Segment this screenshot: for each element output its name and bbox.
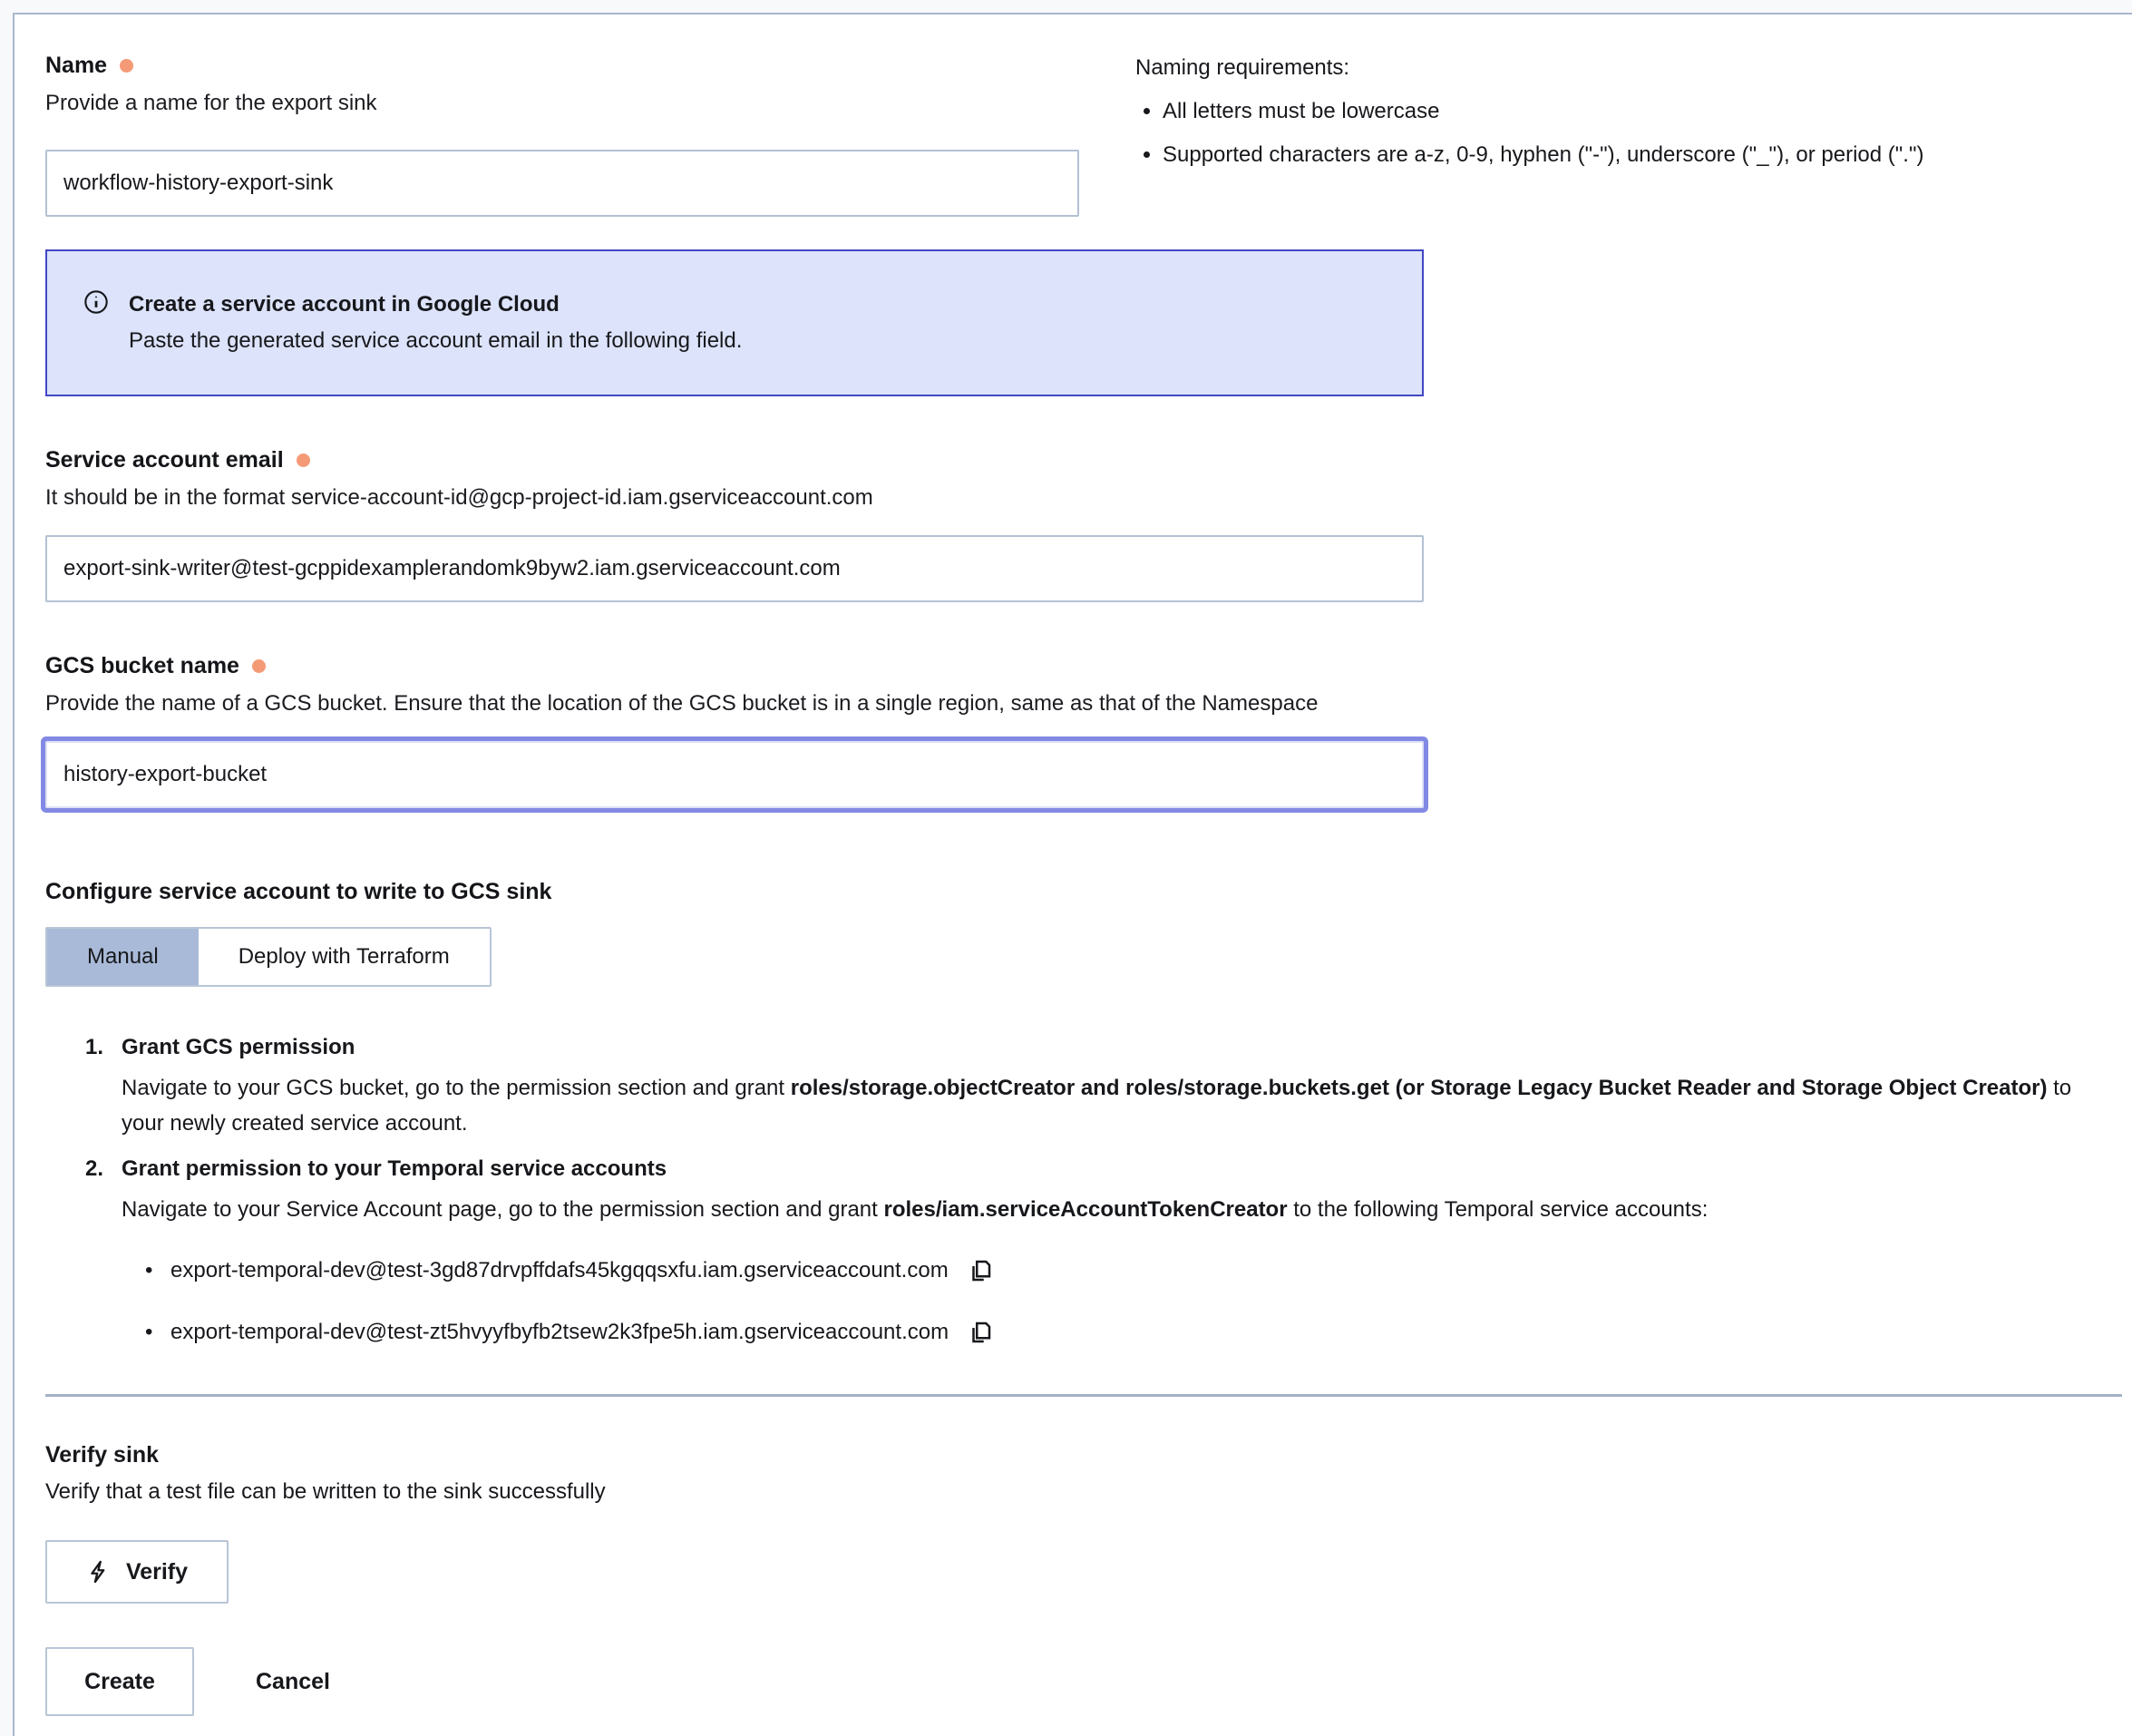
verify-sink-heading: Verify sink [45, 1442, 160, 1468]
list-item [145, 1314, 2107, 1351]
naming-requirement-item: • All letters must be lowercase [1163, 96, 1923, 127]
naming-requirement-item: • Supported characters are a-z, 0-9, hyphen ("-"), underscore ("_"), or period (".") [1163, 140, 1923, 171]
step-1-title [85, 1032, 2107, 1063]
verify-button-label: Verify [125, 1558, 189, 1585]
name-field-label [45, 51, 1079, 80]
verify-sink-description: Verify that a test file can be written to the sink successfully [45, 1479, 606, 1504]
cancel-button[interactable]: Cancel [256, 1668, 330, 1694]
section-divider [45, 1394, 2122, 1397]
temporal-service-account-email: • export-temporal-dev@test-3gd87drvpffdafs45kgqqsxfu.iam.gserviceaccount.com [170, 1258, 949, 1282]
step-2-body [122, 1192, 2108, 1227]
configure-method-tabs [45, 927, 492, 987]
naming-requirements [1135, 51, 1923, 171]
step-2-title-text: Grant permission to your Temporal service accounts [122, 1156, 667, 1181]
step-1-body-part: to your newly created service account. [122, 1076, 2072, 1136]
step-2-body-part: to the following Temporal service accounts: [1287, 1197, 1709, 1222]
service-account-email-input[interactable] [45, 535, 1424, 602]
gcs-bucket-name-label [45, 651, 2107, 680]
lightning-bolt-icon [86, 1559, 112, 1585]
step-1-title-text: Grant GCS permission [122, 1035, 355, 1059]
step-1-number: 1. [85, 1035, 104, 1059]
required-dot-icon [297, 454, 310, 467]
naming-requirements-title: Naming requirements: [1135, 55, 1350, 80]
name-field-description: Provide a name for the export sink [45, 91, 377, 115]
required-dot-icon [252, 659, 266, 673]
copy-button[interactable] [967, 1319, 994, 1346]
service-account-email-description: It should be in the format service-account-id@gcp-project-id.iam.gserviceaccount.com [45, 485, 873, 510]
create-button[interactable]: Create [45, 1647, 194, 1716]
step-2-body-part: Navigate to your Service Account page, go to the permission section and grant [122, 1197, 884, 1222]
step-2-body-roles: roles/iam.serviceAccountTokenCreator [883, 1197, 1288, 1222]
step-1-body-part: Navigate to your GCS bucket, go to the permission section and grant [122, 1076, 791, 1100]
temporal-service-accounts-list [145, 1253, 2107, 1351]
manual-steps [85, 1032, 2107, 1351]
gcs-bucket-name-input[interactable] [45, 741, 1424, 808]
step-1-body [122, 1070, 2108, 1141]
info-banner-title: Create a service account in Google Cloud [129, 292, 560, 317]
tab-manual[interactable]: Manual [47, 929, 199, 985]
info-icon [83, 289, 109, 315]
name-label-text: Name [45, 53, 108, 78]
verify-button[interactable] [45, 1540, 229, 1604]
service-account-email-label-text: Service account email [45, 447, 284, 473]
temporal-service-account-email: • export-temporal-dev@test-zt5hvyyfbyfb2tsew2k3fpe5h.iam.gserviceaccount.com [170, 1320, 949, 1344]
service-account-email-label [45, 445, 2107, 474]
configure-section-heading: Configure service account to write to GCS sink [45, 879, 552, 904]
gcs-bucket-name-description: Provide the name of a GCS bucket. Ensure that the location of the GCS bucket is in a single region, same as that of the Namespace [45, 691, 1319, 716]
sink-name-input[interactable] [45, 150, 1079, 217]
required-dot-icon [120, 59, 133, 73]
gcs-bucket-name-label-text: GCS bucket name [45, 653, 239, 678]
step-2-title [85, 1154, 2107, 1185]
step-1-body-roles: roles/storage.objectCreator and roles/storage.buckets.get (or Storage Legacy Bucket Reader and Storage Object Creator) [790, 1076, 2048, 1100]
step-2-number: 2. [85, 1156, 104, 1181]
copy-button[interactable] [967, 1257, 994, 1284]
service-account-info-banner [45, 249, 1424, 396]
info-banner-body: Paste the generated service account email in the following field. [129, 328, 743, 353]
tab-deploy-with-terraform[interactable]: Deploy with Terraform [199, 929, 490, 985]
export-sink-form-panel [13, 13, 2132, 1736]
list-item [145, 1253, 2107, 1289]
